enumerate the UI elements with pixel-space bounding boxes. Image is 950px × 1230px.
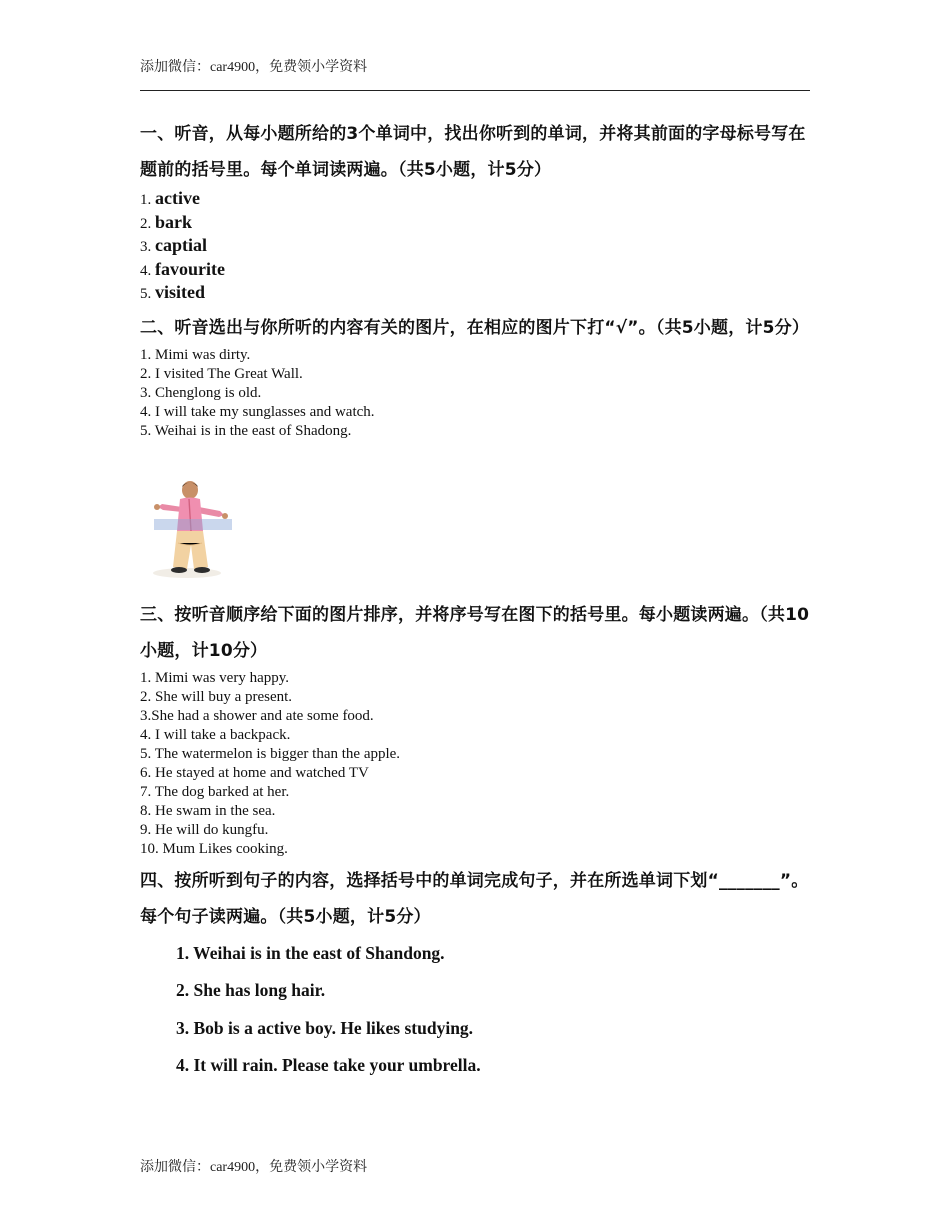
section1-list	[140, 188, 810, 306]
section3-heading: 三、按听音顺序给下面的图片排序，并将序号写在图下的括号里。每小题读两遍。（共10小题，计10分）	[140, 604, 810, 661]
item-word: bark	[155, 211, 193, 232]
list-item	[140, 282, 810, 306]
header-note: 添加微信：car4900，免费领小学资料	[140, 60, 368, 75]
list-item	[140, 235, 810, 259]
section4-heading: 四、按所听到句子的内容，选择括号中的单词完成句子，并在所选单词下划“_______”。每个句子读两遍。（共5小题，计5分）	[140, 870, 809, 927]
section1-heading: 一、听音，从每小题所给的3个单词中，找出你听到的单词，并将其前面的字母标号写在题前的括号里。每个单词读两遍。（共5小题，计5分）	[140, 124, 806, 180]
list-item: 5. The watermelon is bigger than the apple.	[140, 745, 401, 762]
kungfu-child-photo-icon	[142, 477, 232, 581]
list-item: 2. I visited The Great Wall.	[140, 365, 303, 382]
list-item: 1. Weihai is in the east of Shandong.	[176, 942, 445, 963]
item-number: 5.	[140, 286, 152, 302]
list-item: 8. He swam in the sea.	[140, 802, 276, 819]
item-word: favourite	[155, 258, 225, 279]
item-word: visited	[155, 282, 206, 302]
item-number: 1.	[140, 192, 152, 208]
section2-list	[140, 346, 810, 441]
item-number: 4.	[140, 262, 152, 279]
list-item: 1. Mimi was very happy.	[140, 669, 290, 686]
item-word: active	[155, 188, 200, 208]
list-item: 5. Weihai is in the east of Shadong.	[140, 422, 352, 439]
document-body	[140, 116, 810, 1085]
header-rule	[140, 90, 810, 91]
list-item: 4. I will take a backpack.	[140, 726, 291, 743]
list-item: 7. The dog barked at her.	[140, 783, 290, 800]
item-word: captial	[155, 235, 207, 255]
section3-list	[140, 669, 810, 859]
item-number: 3.	[140, 239, 152, 255]
list-item: 1. Mimi was dirty.	[140, 346, 251, 363]
list-item	[140, 212, 810, 236]
list-item: 3. Bob is a active boy. He likes studying.	[176, 1017, 474, 1038]
list-item: 3.She had a shower and ate some food.	[140, 707, 374, 724]
list-item: 10. Mum Likes cooking.	[140, 840, 288, 857]
list-item: 2. She will buy a present.	[140, 688, 293, 705]
list-item	[140, 188, 810, 212]
section2-heading: 二、听音选出与你所听的内容有关的图片，在相应的图片下打“√”。（共5小题，计5分）	[140, 317, 810, 338]
list-item: 4. I will take my sunglasses and watch.	[140, 403, 375, 420]
list-item: 9. He will do kungfu.	[140, 821, 269, 838]
list-item: 4. It will rain. Please take your umbrella.	[176, 1055, 481, 1075]
section4-list	[140, 935, 810, 1085]
list-item: 2. She has long hair.	[176, 980, 326, 1000]
list-item: 3. Chenglong is old.	[140, 384, 262, 401]
list-item: 6. He stayed at home and watched TV	[140, 764, 369, 781]
item-number: 2.	[140, 215, 152, 232]
list-item	[140, 259, 810, 283]
footer-note: 添加微信：car4900，免费领小学资料	[140, 1160, 368, 1175]
